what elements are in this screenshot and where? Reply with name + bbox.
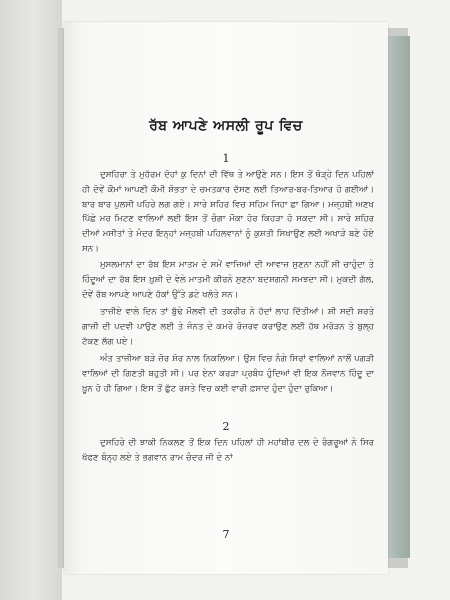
section-number-1: 1	[222, 152, 230, 165]
paragraph-1: ਦੁਸਹਿਰਾ ਤੇ ਮੁਹੱਰਮ ਦੋਹਾਂ ਕੁ ਦਿਨਾਂ ਦੀ ਵਿੱਥ ਤੇ ਆਉਣੇ ਸਨ। ਇਸ ਤੋਂ ਥੋੜ੍ਹੇ ਦਿਨ ਪਹਿਲਾਂ ਹੀ ਦੋਵੇਂ ਕੌਮਾਂ ਆਪਣੀ ਕੌਮੀ ਸ਼ੋਭਤਾ ਦੇ ਚਮਤਕਾਰ ਦੱਸਣ ਲਈ ਤਿਆਰ-ਬਰ-ਤਿਆਰ ਹੋ ਗਈਆਂ। ਬਾਰ ਬਾਰ ਪੁਲਸੀ ਪਹਿਰੇ ਲਗ ਗਏ। ਸਾਰੇ ਸ਼ਹਿਰ ਵਿਚ ਸਹਿਮ ਜਿਹਾ ਛਾ ਗਿਆ। ਮਜ਼੍ਹਬੀ ਅਣਖ ਪਿੱਛੇ ਮਰ ਮਿਟਣ ਵਾਲਿਆਂ ਲਈ ਇਸ ਤੋਂ ਚੰਗਾ ਮੌਕਾ ਹੋਰ ਕਿਹੜਾ ਹੋ ਸਕਦਾ ਸੀ। ਸਾਰੇ ਸ਼ਹਿਰ ਦੀਆਂ ਮਸੀਤਾਂ ਤੇ ਮੰਦਰ ਇਨ੍ਹਾਂ ਮਜ਼੍ਹਬੀ ਪਹਿਲਵਾਨਾਂ ਨੂੰ ਕੁਸ਼ਤੀ ਸਿਖਾਉਣ ਲਈ ਅਖਾੜੇ ਬਣੇ ਹੋਏ ਸਨ।	[82, 170, 374, 254]
chapter-title: ਰੱਬ ਆਪਣੇ ਅਸਲੀ ਰੂਪ ਵਿਚ	[149, 118, 303, 134]
paragraph-4: ਅੰਤ ਤਾਜ਼ੀਆ ਬੜੇ ਜ਼ੋਰ ਸ਼ੋਰ ਨਾਲ ਨਿਕਲਿਆ। ਉਸ ਵਿਚ ਨੰਗੇ ਸਿਰਾਂ ਵਾਲਿਆਂ ਨਾਲੋਂ ਪਗੜੀ ਵਾਲਿਆਂ ਦੀ ਗਿਣਤੀ ਬਹੁਤੀ ਸੀ। ਪਰ ਏਨਾ ਕਰੜਾ ਪ੍ਰਬੰਧ ਹੁੰਦਿਆਂ ਵੀ ਇਕ ਨੌਜਵਾਨ ਹਿੰਦੂ ਦਾ ਖ਼ੂਨ ਹੋ ਹੀ ਗਿਆ। ਇਸ ਤੋਂ ਛੁੱਟ ਰਸਤੇ ਵਿਚ ਕਈ ਵਾਰੀ ਫ਼ਸਾਦ ਹੁੰਦਾ ਹੁੰਦਾ ਰੁਕਿਆ।	[82, 354, 374, 394]
section-number-2: 2	[222, 420, 230, 433]
paragraph-5: ਦੁਸਹਿਰੇ ਦੀ ਝਾਕੀ ਨਿਕਲਣ ਤੋਂ ਇਕ ਦਿਨ ਪਹਿਲਾਂ ਹੀ ਮਹਾਂਬੀਰ ਦਲ ਦੇ ਰੰਗਰੂਆਂ ਨੇ ਸਿਰ ਖੱਫਣ ਬੰਨ੍ਹ ਲਏ ਤੇ ਭਗਵਾਨ ਰਾਮ ਚੰਦਰ ਜੀ ਦੇ ਨਾਂ	[82, 438, 374, 463]
book-cover-edge	[388, 36, 410, 558]
paragraph-3: ਤਾਜ਼ੀਏ ਵਾਲੇ ਦਿਨ ਤਾਂ ਬੁੱਢੇ ਮੌਲਵੀ ਦੀ ਤਕਰੀਰ ਨੇ ਹੱਦਾਂ ਲਾਹ ਦਿੱਤੀਆਂ। ਸ਼ੀ ਸਦੀ ਸ਼ਰਤੇ ਗਾਜ਼ੀ ਦੀ ਪਦਵੀ ਪਾਉਣ ਲਈ ਤੇ ਜੰਨਤ ਦੇ ਕਮਰੇ ਰੋਜ਼ਰਵ ਕਰਾਉਣ ਲਈ ਹੱਥ ਮਰੋੜਨ ਤੇ ਬੁਲ੍ਹ ਟੱਕਣ ਲੱਗ ਪਏ।	[82, 307, 374, 347]
page-number: 7	[222, 528, 230, 541]
facing-page-edge	[0, 0, 62, 600]
paragraph-2: ਮੁਸਲਮਾਨਾਂ ਦਾ ਰੱਬ ਇਸ ਮਾਤਮ ਦੇ ਸਮੇਂ ਵਾਜਿਆਂ ਦੀ ਆਵਾਜ਼ ਸੁਣਨਾ ਨਹੀਂ ਸੀ ਚਾਹੁੰਦਾ ਤੇ ਹਿੰਦੂਆਂ ਦਾ ਰੱਬ ਇਸ ਖ਼ੁਸ਼ੀ ਦੇ ਵੇਲੇ ਮਾਤਮੀ ਕੀਰਨੇ ਸੁਣਨਾ ਬਦਸ਼ਗਨੀ ਸਮਝਦਾ ਸੀ। ਮੁਕਦੀ ਗੱਲ, ਦੋਵੇਂ ਰੱਬ ਆਪਣੇ ਆਪਣੇ ਹੱਕਾਂ ਉੱਤੇ ਡਟੇ ਖਲੋਤੇ ਸਨ।	[82, 260, 374, 300]
book-page	[64, 22, 388, 574]
